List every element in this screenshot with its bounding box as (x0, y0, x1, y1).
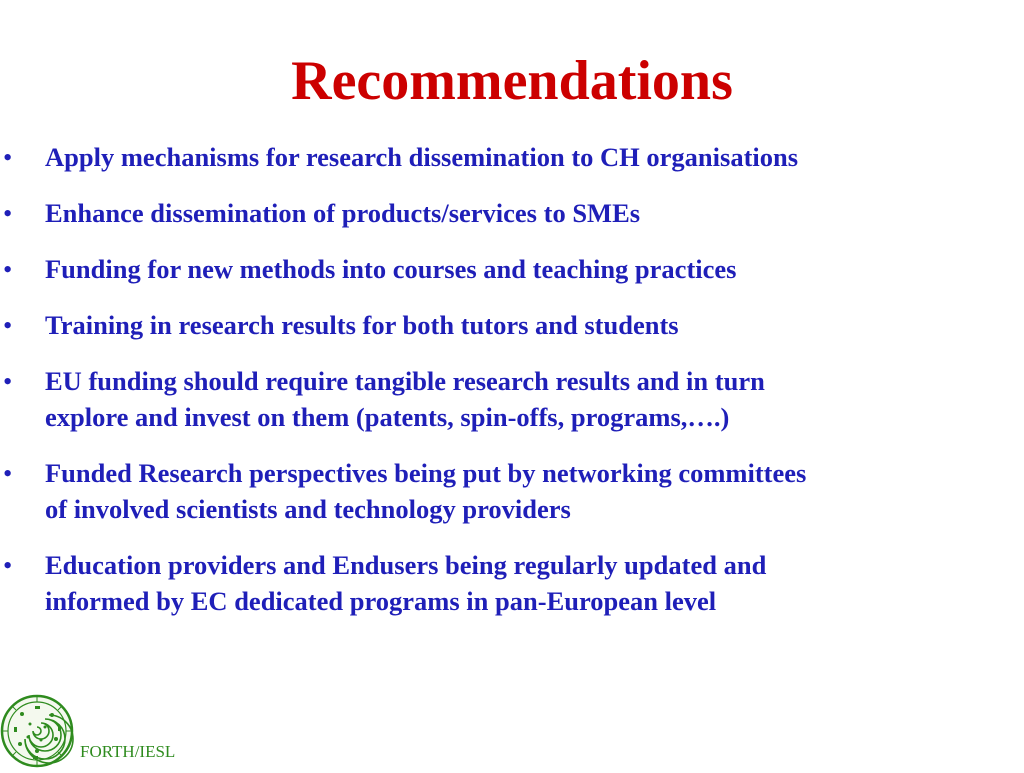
bullet-list (0, 139, 1024, 639)
phaistos-disc-logo-icon (0, 694, 74, 768)
org-label: FORTH/IESL (80, 742, 176, 761)
bullet-line: EU funding should require tangible research results and in turn (45, 366, 765, 396)
bullet-item (0, 307, 1024, 343)
bullet-icon: • (3, 366, 13, 396)
bullet-line: Funded Research perspectives being put by networking committees (45, 458, 807, 488)
bullet-icon: • (3, 310, 13, 340)
slide-title: Recommendations (291, 50, 733, 112)
bullet-line: Apply mechanisms for research dissemination to CH organisations (45, 142, 799, 172)
bullet-item (0, 363, 1024, 435)
bullet-item (0, 139, 1024, 175)
bullet-line: Funding for new methods into courses and teaching practices (45, 254, 737, 284)
bullet-icon: • (3, 458, 13, 488)
bullet-line: informed by EC dedicated programs in pan-European level (45, 586, 717, 616)
bullet-item (0, 547, 1024, 619)
bullet-item (0, 195, 1024, 231)
bullet-line: Education providers and Endusers being regularly updated and (45, 550, 767, 580)
bullet-line: of involved scientists and technology providers (45, 494, 571, 524)
bullet-line: Enhance dissemination of products/services to SMEs (45, 198, 641, 228)
bullet-icon: • (3, 198, 13, 228)
bullet-item (0, 251, 1024, 287)
bullet-icon: • (3, 254, 13, 284)
bullet-icon: • (3, 142, 13, 172)
bullet-line: explore and invest on them (patents, spin-offs, programs,….) (45, 402, 730, 432)
bullet-line: Training in research results for both tutors and students (45, 310, 679, 340)
bullet-item (0, 455, 1024, 527)
bullet-icon: • (3, 550, 13, 580)
